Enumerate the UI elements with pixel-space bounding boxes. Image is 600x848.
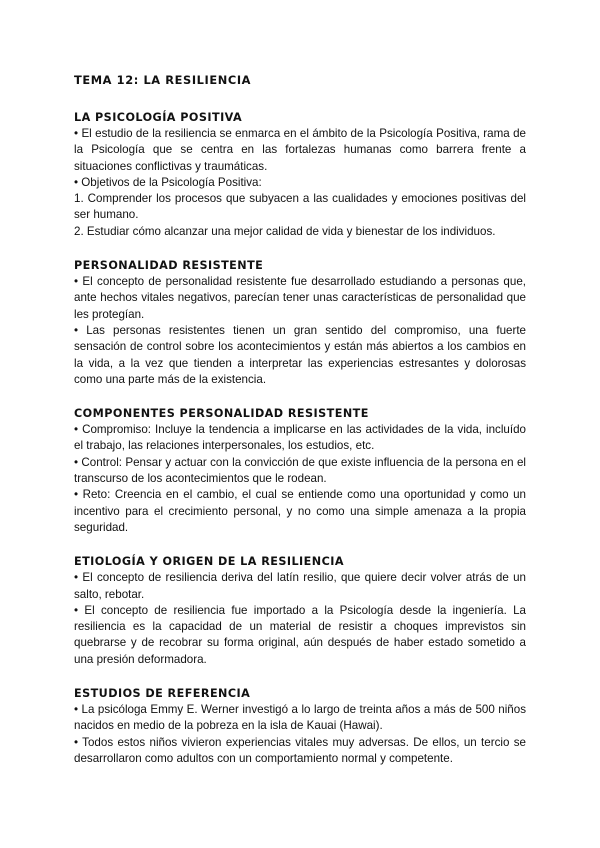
- paragraph: • El concepto de personalidad resistente fue desarrollado estudiando a personas que, ante hechos vitales negativos, parecían tener unas características de personalidad que les protegían.: [74, 275, 526, 321]
- page-title: TEMA 12: LA RESILIENCIA: [74, 73, 252, 87]
- paragraph: • Todos estos niños vivieron experiencias vitales muy adversas. De ellos, un tercio se desarrollaron como adultos con un comportamiento normal y competente.: [74, 735, 526, 765]
- section-heading: COMPONENTES PERSONALIDAD RESISTENTE: [74, 407, 369, 421]
- paragraph: • Objetivos de la Psicología Positiva:: [74, 175, 262, 189]
- section-etiologia: [74, 554, 526, 668]
- paragraph: • El concepto de resiliencia deriva del latín resilio, que quiere decir volver atrás de un salto, rebotar.: [74, 571, 526, 601]
- section-heading: ETIOLOGÍA Y ORIGEN DE LA RESILIENCIA: [74, 555, 344, 569]
- paragraph: • Las personas resistentes tienen un gran sentido del compromiso, una fuerte sensación de control sobre los acontecimientos y están más abiertos a los cambios en la vida, a la vez que tienden a interpretar las experiencias estresantes y dolorosas como una parte más de la existencia.: [74, 323, 526, 386]
- paragraph: • Control: Pensar y actuar con la convicción de que existe influencia de la persona en el transcurso de los acontecimientos que le rodean.: [74, 455, 526, 486]
- section-psicologia-positiva: [74, 110, 526, 240]
- section-heading: PERSONALIDAD RESISTENTE: [74, 259, 264, 273]
- paragraph: • Compromiso: Incluye la tendencia a implicarse en las actividades de la vida, incluído el trabajo, las relaciones interpersonales, los estudios, etc.: [74, 423, 526, 453]
- paragraph: • El concepto de resiliencia fue importado a la Psicología desde la ingeniería. La resiliencia es la capacidad de un material de resistir a choques imprevistos sin quebrarse y de recobrar su forma original, aún después de haber estado sometido a una presión deformadora.: [74, 603, 526, 666]
- section-personalidad-resistente: [74, 258, 526, 388]
- paragraph: 2. Estudiar cómo alcanzar una mejor calidad de vida y bienestar de los individuos.: [74, 224, 496, 238]
- paragraph: • Reto: Creencia en el cambio, el cual se entiende como una oportunidad y como un incentivo para el crecimiento personal, y no como una simple amenaza a la propia seguridad.: [74, 488, 526, 534]
- paragraph: • El estudio de la resiliencia se enmarca en el ámbito de la Psicología Positiva, rama de la Psicología que se centra en las fortalezas humanas como barrera frente a situaciones conflictivas y traumáticas.: [74, 127, 526, 173]
- section-heading: LA PSICOLOGÍA POSITIVA: [74, 111, 243, 124]
- section-heading: ESTUDIOS DE REFERENCIA: [74, 687, 251, 701]
- section-estudios-referencia: [74, 686, 526, 767]
- section-componentes: [74, 406, 526, 536]
- document-page: [74, 72, 526, 767]
- paragraph: • La psicóloga Emmy E. Werner investigó a lo largo de treinta años a más de 500 niños nacidos en medio de la pobreza en la isla de Kauai (Hawai).: [74, 703, 526, 733]
- paragraph: 1. Comprender los procesos que subyacen a las cualidades y emociones positivas del ser humano.: [74, 192, 526, 222]
